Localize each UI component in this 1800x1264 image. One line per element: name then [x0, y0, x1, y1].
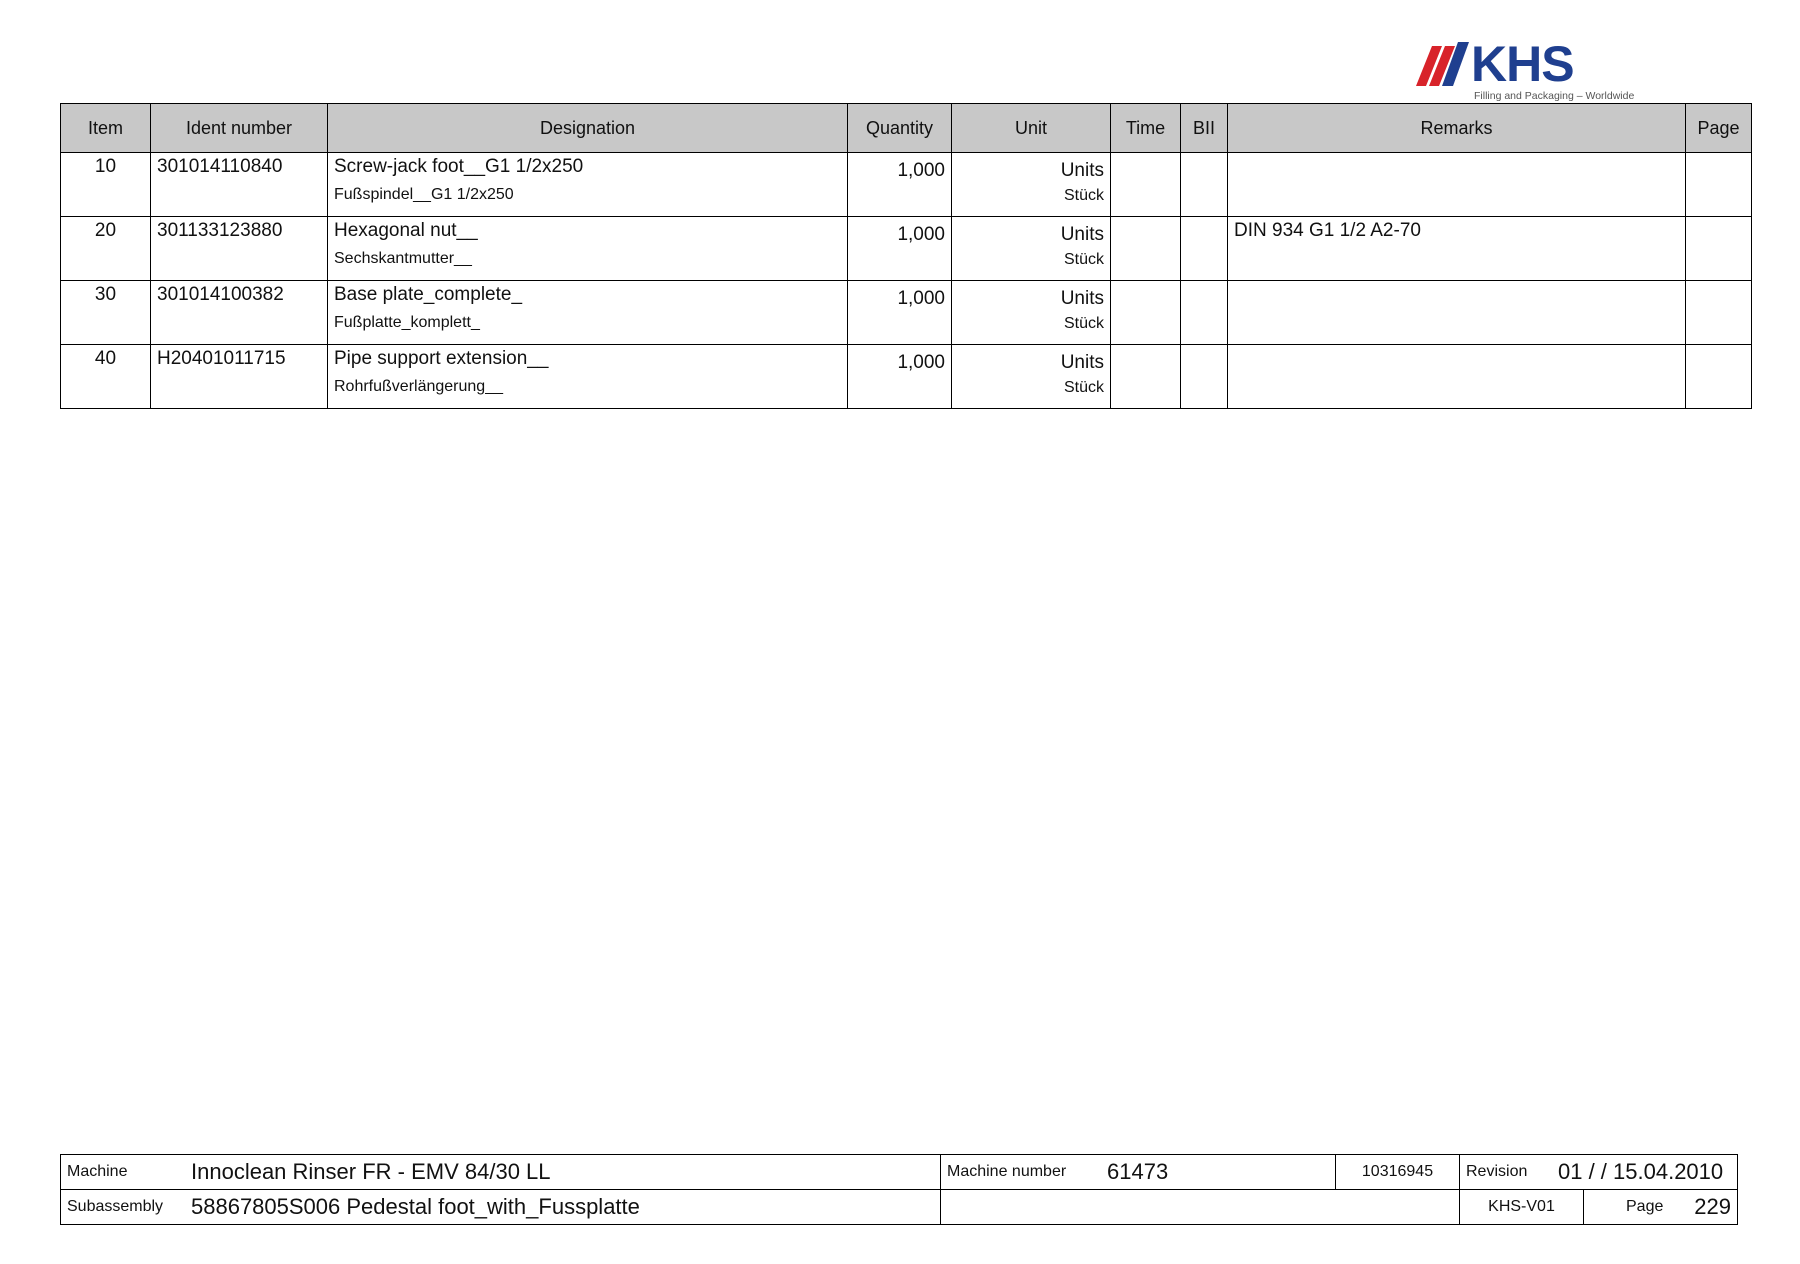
quantity-cell: 1,000: [848, 345, 952, 409]
page-cell: [1686, 153, 1752, 217]
designation-english: Base plate_complete_: [334, 284, 523, 305]
unit-cell: [952, 281, 1111, 345]
unit-english: Units: [1060, 160, 1104, 181]
machine-number-label: Machine number: [947, 1163, 1067, 1180]
header-ident-number: Ident number: [151, 104, 328, 153]
item-cell: 30: [61, 281, 151, 345]
ident-number-cell: 301014100382: [151, 281, 328, 345]
designation-english: Screw-jack foot__G1 1/2x250: [334, 156, 584, 177]
time-cell: [1111, 281, 1181, 345]
designation-cell: [328, 153, 848, 217]
machine-value: Innoclean Rinser FR - EMV 84/30 LL: [191, 1159, 551, 1184]
unit-german: Stück: [1063, 315, 1104, 332]
title-block-row-machine: [61, 1155, 1738, 1190]
quantity-cell: 1,000: [848, 281, 952, 345]
revision-field: [1460, 1155, 1738, 1190]
unit-english: Units: [1060, 288, 1104, 309]
page-label: Page: [1626, 1198, 1664, 1215]
bii-cell: [1181, 217, 1228, 281]
header-bii: BII: [1181, 104, 1228, 153]
designation-english: Pipe support extension__: [334, 348, 549, 369]
designation-cell: [328, 345, 848, 409]
designation-german: Fußspindel__G1 1/2x250: [334, 186, 514, 203]
designation-cell: [328, 217, 848, 281]
time-cell: [1111, 153, 1181, 217]
table-header-row: [61, 104, 1752, 153]
document-number: 10316945: [1336, 1155, 1460, 1190]
table-row: [61, 345, 1752, 409]
logo-wordmark: KHS: [1471, 36, 1574, 92]
khs-logo: [1416, 36, 1635, 106]
unit-cell: [952, 153, 1111, 217]
header-remarks: Remarks: [1228, 104, 1686, 153]
header-page: Page: [1686, 104, 1752, 153]
unit-english: Units: [1060, 352, 1104, 373]
subassembly-field: [61, 1190, 941, 1225]
revision-label: Revision: [1466, 1163, 1528, 1180]
machine-number-value: 61473: [1107, 1159, 1169, 1184]
title-block-row-subassembly: [61, 1190, 1738, 1225]
designation-german: Sechskantmutter__: [334, 250, 472, 267]
page-cell: [1686, 217, 1752, 281]
designation-german: Rohrfußverlängerung__: [334, 378, 503, 395]
time-cell: [1111, 345, 1181, 409]
header-item: Item: [61, 104, 151, 153]
header-quantity: Quantity: [848, 104, 952, 153]
machine-field: [61, 1155, 941, 1190]
designation-cell: [328, 281, 848, 345]
machine-number-field: [941, 1155, 1336, 1190]
bii-cell: [1181, 153, 1228, 217]
logo-tagline: Filling and Packaging – Worldwide: [1474, 90, 1635, 102]
unit-german: Stück: [1063, 251, 1104, 268]
unit-german: Stück: [1063, 379, 1104, 396]
time-cell: [1111, 217, 1181, 281]
item-cell: 40: [61, 345, 151, 409]
unit-cell: [952, 345, 1111, 409]
unit-german: Stück: [1063, 187, 1104, 204]
item-cell: 10: [61, 153, 151, 217]
quantity-cell: 1,000: [848, 217, 952, 281]
khs-logo-mark-icon: [1416, 42, 1472, 86]
item-cell: 20: [61, 217, 151, 281]
quantity-cell: 1,000: [848, 153, 952, 217]
bii-cell: [1181, 281, 1228, 345]
table-row: [61, 153, 1752, 217]
remarks-cell: [1228, 345, 1686, 409]
machine-label: Machine: [67, 1163, 128, 1180]
empty-field: [941, 1190, 1460, 1225]
table-row: [61, 281, 1752, 345]
ident-number-cell: H20401011715: [151, 345, 328, 409]
unit-english: Units: [1060, 224, 1104, 245]
page-field: [1584, 1190, 1738, 1225]
remarks-cell: DIN 934 G1 1/2 A2-70: [1228, 217, 1686, 281]
remarks-cell: [1228, 153, 1686, 217]
table-row: [61, 217, 1752, 281]
subassembly-label: Subassembly: [67, 1198, 164, 1215]
page-cell: [1686, 281, 1752, 345]
unit-cell: [952, 217, 1111, 281]
bii-cell: [1181, 345, 1228, 409]
designation-german: Fußplatte_komplett_: [334, 314, 480, 331]
standard-code: KHS-V01: [1460, 1190, 1584, 1225]
ident-number-cell: 301014110840: [151, 153, 328, 217]
subassembly-value: 58867805S006 Pedestal foot_with_Fussplatte: [191, 1194, 640, 1219]
parts-list-table: [60, 103, 1752, 409]
title-block: [60, 1154, 1738, 1225]
revision-value: 01 / / 15.04.2010: [1558, 1159, 1724, 1184]
ident-number-cell: 301133123880: [151, 217, 328, 281]
page-cell: [1686, 345, 1752, 409]
remarks-cell: [1228, 281, 1686, 345]
page-value: 229: [1694, 1194, 1732, 1219]
header-unit: Unit: [952, 104, 1111, 153]
header-designation: Designation: [328, 104, 848, 153]
header-time: Time: [1111, 104, 1181, 153]
designation-english: Hexagonal nut__: [334, 220, 478, 241]
